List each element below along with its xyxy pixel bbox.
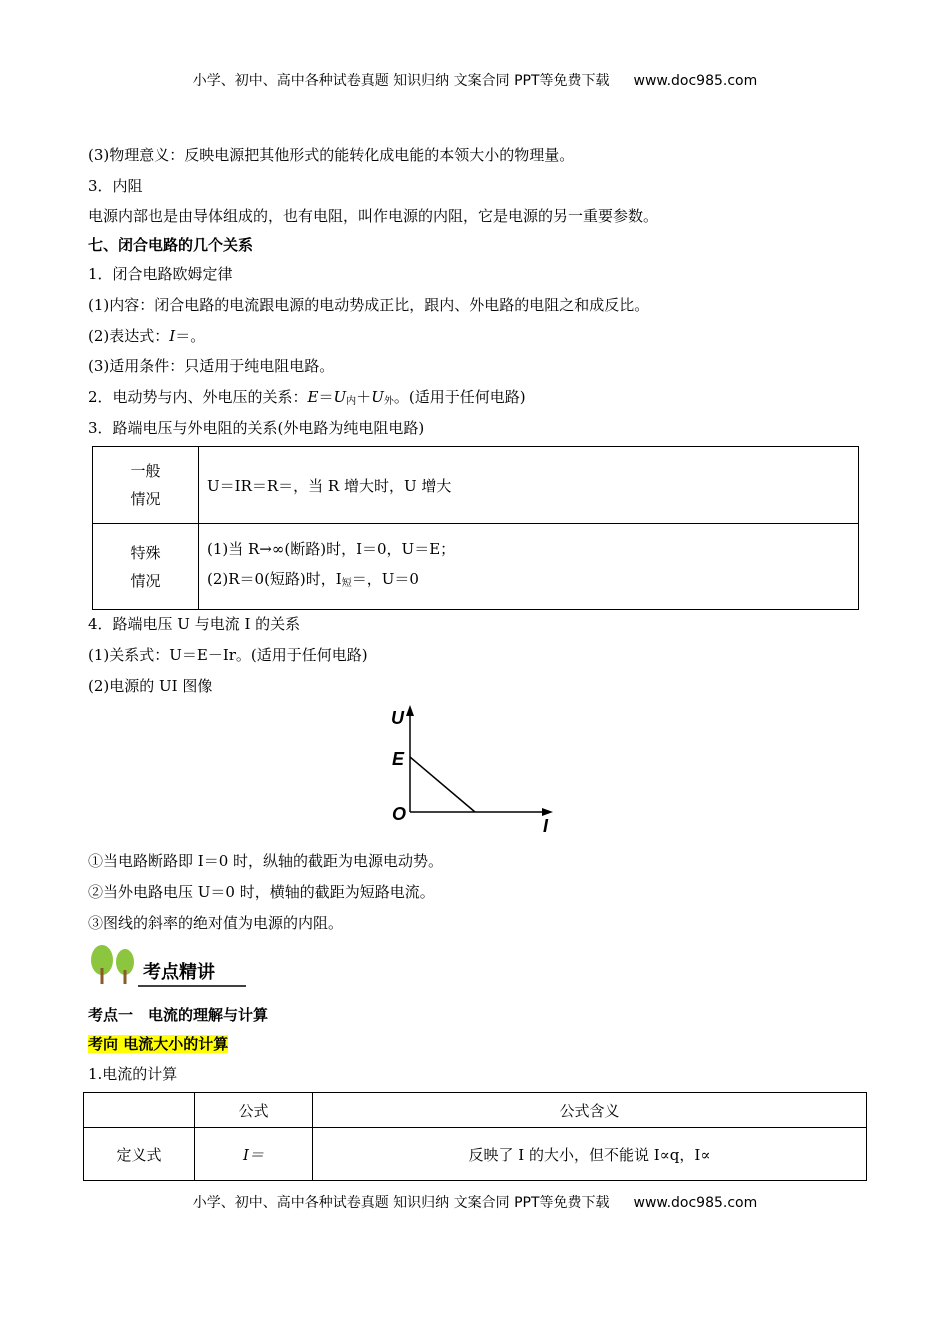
header-site[interactable]: www.doc985.com (633, 73, 758, 89)
text-line: 3．路端电压与外电阻的关系(外电路为纯电阻电路) (88, 419, 425, 437)
text-line: (1)内容：闭合电路的电流跟电源的电动势成正比，跟内、外电路的电阻之和成反比。 (88, 296, 650, 314)
text-segment: U (333, 388, 347, 406)
text-segment: (2)表达式： (88, 327, 170, 345)
page-footer (0, 1192, 950, 1212)
cell-text: 情况 (130, 571, 161, 590)
text-line (88, 325, 205, 346)
i-label: I (543, 816, 549, 836)
text-line: ①当电路断路即 I＝0 时，纵轴的截距为电源电动势。 (88, 852, 444, 870)
text-line: 4．路端电压 U 与电流 I 的关系 (88, 615, 301, 633)
i-axis-arrow (542, 808, 553, 816)
cell-text: 一般 (130, 462, 161, 480)
subscript: 外 (383, 396, 394, 407)
footer-site[interactable]: www.doc985.com (633, 1195, 758, 1211)
text-segment: E (307, 388, 319, 406)
table-row (84, 1093, 867, 1128)
badge-text: 考点精讲 (143, 962, 215, 983)
cell-text: 特殊 (130, 543, 161, 562)
cell-text: (1)当 R→∞(断路)时，I＝0，U＝E； (207, 540, 456, 558)
text-segment: U (371, 388, 384, 406)
text-segment: ＋ (356, 388, 372, 406)
u-label: U (391, 708, 404, 728)
table-row (93, 447, 859, 524)
text-line: (3)物理意义：反映电源把其他形式的能转化成电能的本领大小的物理量。 (88, 146, 575, 164)
point-heading: 考点一 电流的理解与计算 (88, 1006, 269, 1024)
text-line: (1)关系式：U＝E－Ir。(适用于任何电路) (88, 646, 368, 664)
text-line: 1．闭合电路欧姆定律 (88, 265, 233, 283)
footer-text: 小学、初中、高中各种试卷真题 知识归纳 文案合同 PPT等免费下载 (192, 1195, 610, 1211)
text-line: 电源内部也是由导体组成的，也有电阻，叫作电源的内阻，它是电源的另一重要参数。 (88, 207, 659, 225)
text-line: (3)适用条件：只适用于纯电阻电路。 (88, 357, 335, 375)
table-cell: I＝ (195, 1128, 313, 1181)
text-line: ③图线的斜率的绝对值为电源的内阻。 (88, 914, 344, 932)
u-axis-arrow (406, 705, 414, 716)
text-line: 1.电流的计算 (88, 1065, 178, 1083)
table-row (84, 1128, 867, 1181)
table-cell: 反映了 I 的大小，但不能说 I∝q，I∝ (313, 1128, 867, 1181)
text-line: (2)电源的 UI 图像 (88, 677, 213, 695)
text-segment: I (169, 327, 176, 345)
text-line: ②当外电路电压 U＝0 时，横轴的截距为短路电流。 (88, 883, 435, 901)
o-label: O (392, 804, 407, 824)
page-header (0, 70, 950, 90)
text-line (88, 386, 526, 407)
table-row (93, 524, 859, 610)
current-formula-table (83, 1092, 867, 1181)
header-text: 小学、初中、高中各种试卷真题 知识归纳 文案合同 PPT等免费下载 (192, 73, 610, 89)
section-badge (88, 944, 248, 990)
subscript: 内 (346, 396, 357, 407)
cell-text (207, 564, 857, 599)
direction-heading (88, 1033, 228, 1054)
table-cell: 定义式 (84, 1128, 195, 1181)
cell-text: 情况 (130, 490, 161, 508)
ui-graph (385, 700, 565, 840)
voltage-resistance-table (92, 446, 859, 610)
text-line: 3．内阻 (88, 177, 143, 195)
table-cell: 公式 (195, 1093, 313, 1128)
table-cell (84, 1093, 195, 1128)
text-segment: ＝，U＝0 (351, 570, 419, 588)
text-segment: (2)R＝0(短路)时，I (207, 570, 342, 588)
section-heading: 七、闭合电路的几个关系 (88, 236, 254, 254)
text-segment: ＝。 (175, 327, 206, 345)
table-cell (93, 524, 199, 610)
ui-line (410, 757, 475, 812)
table-cell: 公式含义 (313, 1093, 867, 1128)
subscript: 短 (341, 578, 352, 589)
text-segment: 2．电动势与内、外电压的关系： (88, 388, 308, 406)
table-cell (93, 447, 199, 524)
text-segment: ＝ (318, 388, 334, 406)
e-label: E (392, 749, 405, 769)
text-segment: 。(适用于任何电路) (393, 388, 526, 406)
highlighted-text: 考向 电流大小的计算 (88, 1035, 229, 1053)
table-cell (199, 524, 859, 610)
table-cell: U＝IR＝R＝，当 R 增大时，U 增大 (199, 447, 859, 524)
